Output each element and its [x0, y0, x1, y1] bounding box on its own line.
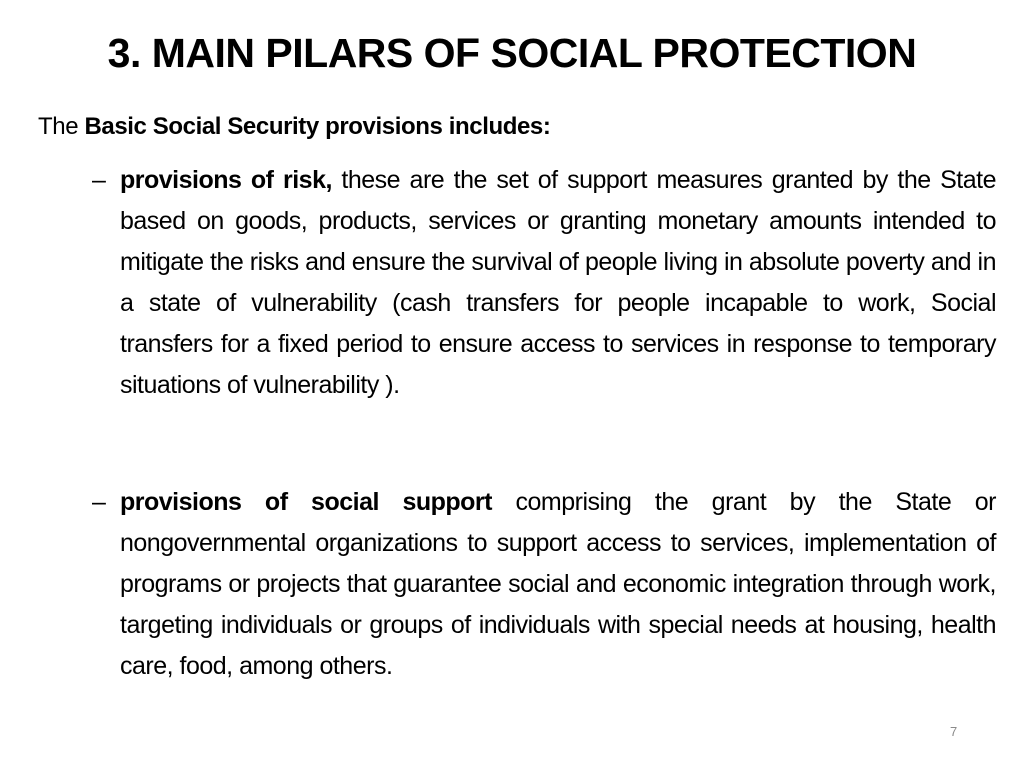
- bullet-heading: provisions of social support: [120, 488, 492, 516]
- slide-title: 3. MAIN PILARS OF SOCIAL PROTECTION: [107, 30, 917, 76]
- dash-bullet-icon: –: [92, 488, 106, 516]
- dash-bullet-icon: –: [92, 166, 106, 194]
- page-number: 7: [950, 724, 958, 739]
- bullet-body: comprising the grant by the State or nongovernmental organizations to support access to services, implementation of programs or projects that guarantee social and economic integration through work, targeting individuals or groups of individuals with special needs at housing, health care, food, among others.: [120, 488, 997, 680]
- bullet-body: these are the set of support measures granted by the State based on goods, products, services or granting monetary amounts intended to mitigate the risks and ensure the survival of people living in absolute poverty and in a state of vulnerability (cash transfers for people incapable to work, Social transfers for a fixed period to ensure access to services in response to temporary situations of vulnerability ).: [120, 166, 996, 399]
- bullet-heading: provisions of risk,: [120, 166, 332, 194]
- bullet-text: [120, 482, 996, 687]
- intro-prefix: The: [38, 113, 85, 140]
- intro-bold: Basic Social Security provisions includes:: [84, 113, 551, 140]
- intro-line: [38, 113, 550, 141]
- bullet-text: [120, 160, 996, 406]
